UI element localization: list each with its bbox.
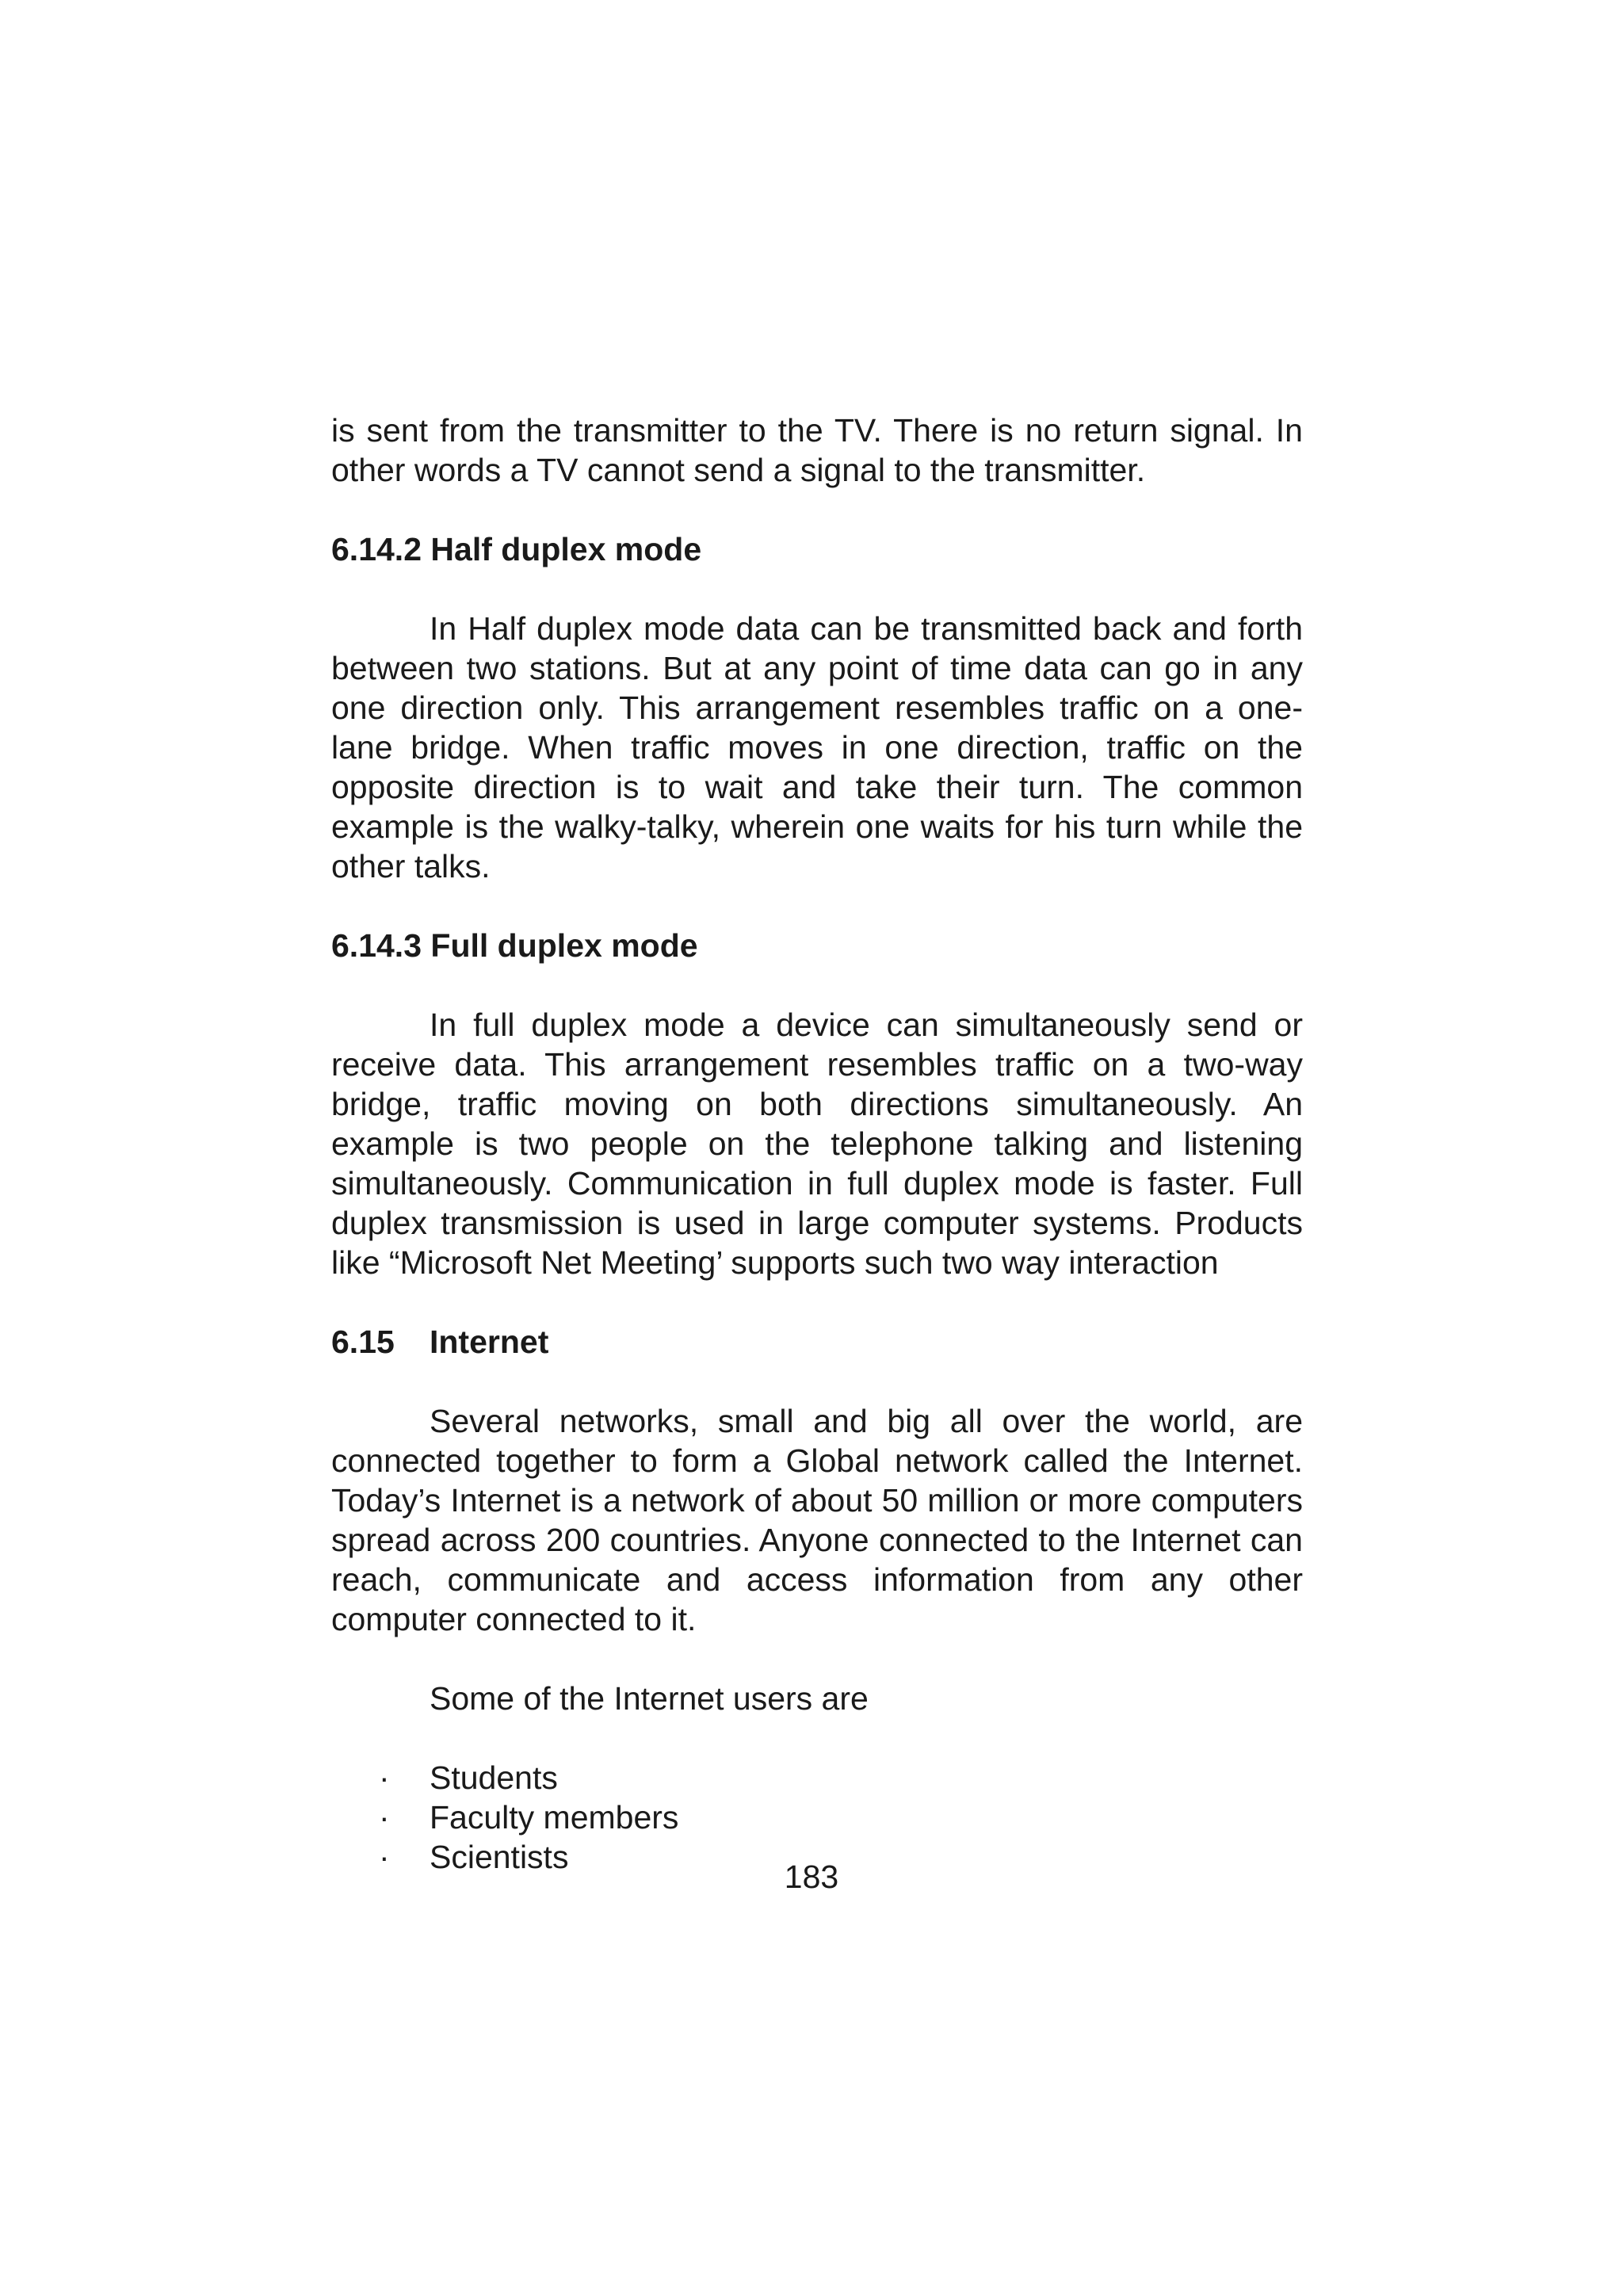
section-heading-internet (331, 1322, 1303, 1362)
section-heading-half-duplex (331, 529, 1303, 569)
page-content (331, 411, 1303, 1877)
list-item-label: Scientists (430, 1839, 569, 1875)
half-duplex-paragraph: In Half duplex mode data can be transmitted back and forth between two stations. But at any point of time data can go in any one direction only. This arrangement resembles traffic on a one-lane bridge. When traffic moves in one direction, traffic on the opposite direction is to wait and take their turn. The common example is the walky-talky, wherein one waits for his turn while the other talks. (331, 610, 1303, 884)
list-item (331, 1797, 1303, 1837)
section-number: 6.14.2 (331, 531, 422, 567)
section-title: Full duplex mode (430, 927, 698, 964)
internet-users-lead: Some of the Internet users are (430, 1680, 869, 1717)
section-heading-full-duplex (331, 926, 1303, 965)
section-number: 6.14.3 (331, 927, 422, 964)
bullet-icon: · (379, 1759, 390, 1796)
bullet-icon: · (379, 1799, 390, 1836)
page-number: 183 (784, 1859, 839, 1895)
intro-paragraph: is sent from the transmitter to the TV. There is no return signal. In other words a TV cannot send a signal to the transmitter. (331, 412, 1303, 488)
section-title: Half duplex mode (430, 531, 702, 567)
section-title: Internet (430, 1324, 549, 1360)
list-item (331, 1758, 1303, 1797)
list-item-label: Faculty members (430, 1799, 679, 1836)
section-number: 6.15 (331, 1324, 395, 1360)
internet-paragraph: Several networks, small and big all over the world, are connected together to form a Global network called the Internet. Today’s Internet is a network of about 50 million or more computers spread across 200 countries. Anyone connected to the Internet can reach, communicate and access information from any other computer connected to it. (331, 1403, 1303, 1637)
full-duplex-paragraph: In full duplex mode a device can simultaneously send or receive data. This arrangement resembles traffic on a two-way bridge, traffic moving on both directions simultaneously. An example is two people on the telephone talking and listening simultaneously. Communication in full duplex mode is faster. Full duplex transmission is used in large computer systems. Products like “Microsoft Net Meeting’ supports such two way interaction (331, 1007, 1303, 1281)
bullet-icon: · (379, 1839, 390, 1875)
list-item-label: Students (430, 1759, 558, 1796)
